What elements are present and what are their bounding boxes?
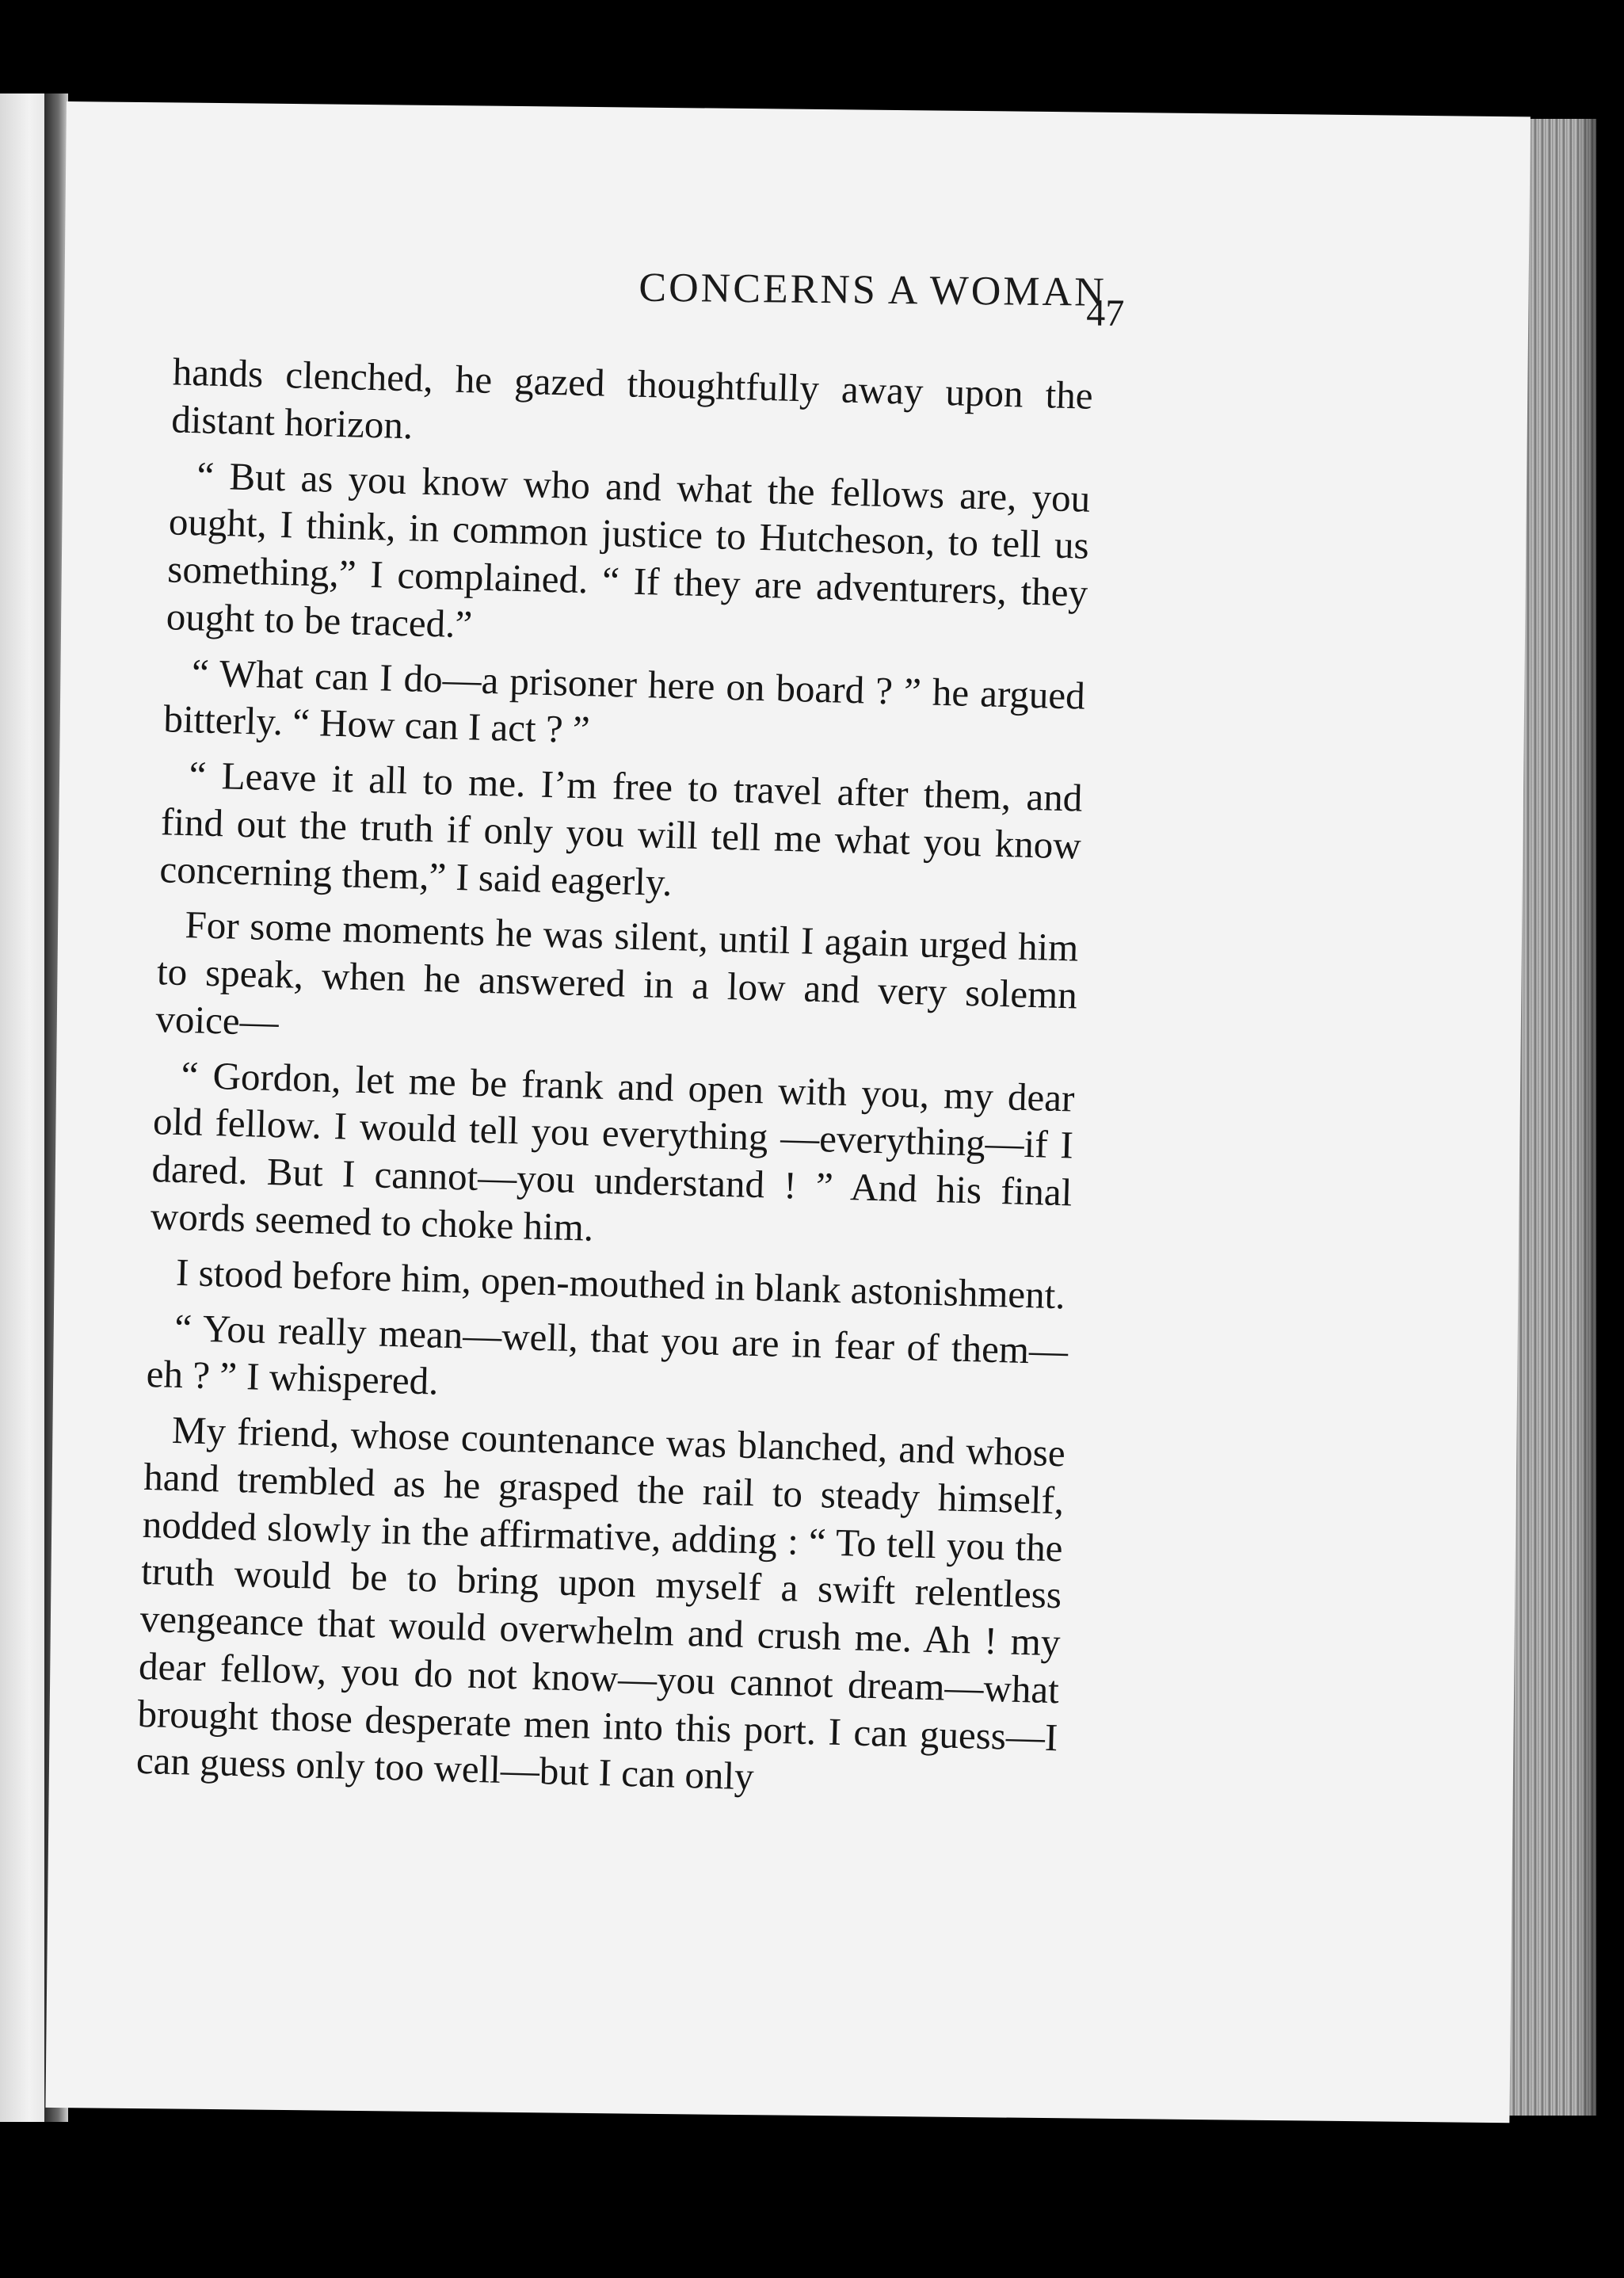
- paragraph: “ But as you know who and what the fellows are, you ought, I think, in common justice to Hutcheson, to tell us something,” I complained. “ If they are adventurers, they ought to be traced.”: [166, 452, 1091, 647]
- paragraph: “ You really mean—well, that you are in fear of them—eh ? ” I whispered.: [146, 1305, 1069, 1403]
- paragraph: “ Leave it all to me. I’m free to travel after them, and find out the truth if only you will tell me what you know concerning them,” I said eagerly.: [158, 753, 1083, 904]
- paragraph: “ What can I do—a prisoner here on board ? ” he argued bitterly. “ How can I act ? ”: [162, 650, 1086, 752]
- body-text: [135, 348, 1093, 1816]
- paragraph: I stood before him, open-mouthed in blank astonishment.: [175, 1250, 1066, 1318]
- paragraph: My friend, whose countenance was blanched, and whose hand trembled as he grasped the rail to steady himself, nodded slowly in the affirmative, adding : “ To tell you the truth would be to bring upon myself a swift relentless vengeance that would overwhelm and crush me. Ah ! my dear fellow, you do not know—you cannot dream—what brought those desperate men into this port. I can guess—I can guess only too well—but I can only: [135, 1407, 1066, 1799]
- page-number: 47: [1085, 292, 1125, 334]
- book-page: [45, 101, 1530, 2123]
- paragraph: For some moments he was silent, until I again urged him to speak, when he answered in a low and very solemn voice—: [154, 902, 1080, 1044]
- facing-page-edge: [0, 93, 49, 2122]
- paragraph: hands clenched, he gazed thoughtfully away upon the distant horizon.: [170, 349, 1094, 448]
- paragraph: “ Gordon, let me be frank and open with you, my dear old fellow. I would tell you everything —everything—if I dared. But I cannot—you understand ! ” And his final words seemed to choke him.: [150, 1052, 1076, 1250]
- running-head: CONCERNS A WOMAN: [639, 265, 1107, 315]
- page-block-shadow: [1576, 119, 1624, 2116]
